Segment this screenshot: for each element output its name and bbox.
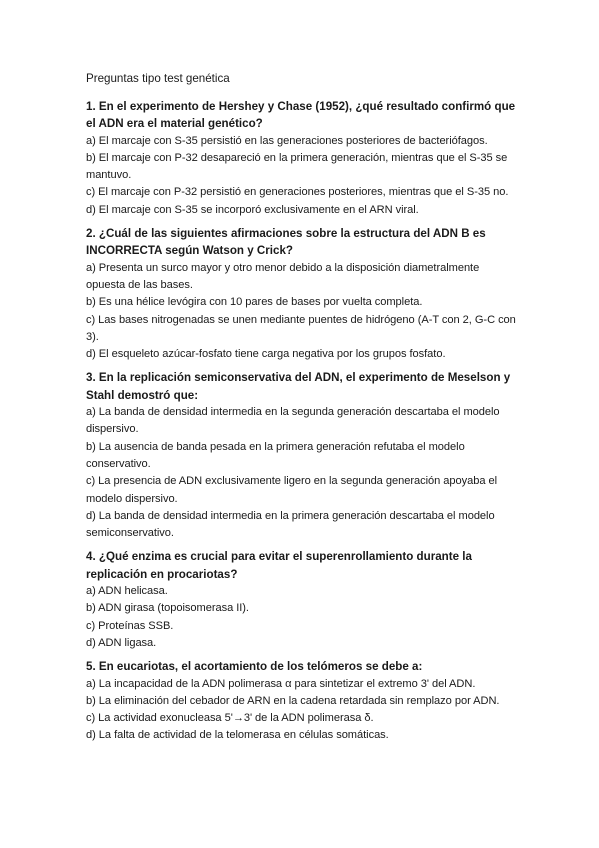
question-text: 1. En el experimento de Hershey y Chase (1952), ¿qué resultado confirmó que el ADN era el material genético?: [86, 100, 516, 131]
answer-option: b) La ausencia de banda pesada en la primera generación refutaba el modelo conservativo.: [86, 440, 465, 470]
answer-option: c) La presencia de ADN exclusivamente ligero en la segunda generación apoyaba el modelo dispersivo.: [86, 475, 498, 505]
question-5: [86, 658, 516, 744]
question-text: 4. ¿Qué enzima es crucial para evitar el superenrollamiento durante la replicación en procariotas?: [86, 550, 472, 581]
answer-option: a) ADN helicasa.: [86, 585, 168, 598]
answer-option: b) El marcaje con P-32 desapareció en la primera generación, mientras que el S-35 se mantuvo.: [86, 151, 508, 182]
question-text: 2. ¿Cuál de las siguientes afirmaciones sobre la estructura del ADN B es INCORRECTA según Watson y Crick?: [86, 227, 486, 258]
answer-option: c) El marcaje con P-32 persistió en generaciones posteriores, mientras que el S-35 no.: [86, 186, 509, 199]
answer-option: c) Proteínas SSB.: [86, 619, 174, 632]
answer-option: c) La actividad exonucleasa 5'→3' de la ADN polimerasa δ.: [86, 712, 374, 725]
question-1: [86, 98, 516, 219]
answer-option: a) La incapacidad de la ADN polimerasa α para sintetizar el extremo 3' del ADN.: [86, 677, 476, 690]
document-body: [86, 70, 516, 751]
question-3: [86, 369, 516, 542]
answer-option: d) El marcaje con S-35 se incorporó exclusivamente en el ARN viral.: [86, 203, 419, 216]
question-text: 3. En la replicación semiconservativa del ADN, el experimento de Meselson y Stahl demostró que:: [86, 371, 511, 402]
answer-option: d) La banda de densidad intermedia en la primera generación descartaba el modelo semiconservativo.: [86, 509, 495, 540]
answer-option: b) La eliminación del cebador de ARN en la cadena retardada sin remplazo por ADN.: [86, 694, 500, 707]
document-title: Preguntas tipo test genética: [86, 72, 230, 85]
question-2: [86, 225, 516, 363]
answer-option: b) ADN girasa (topoisomerasa II).: [86, 602, 249, 615]
answer-option: b) Es una hélice levógira con 10 pares de bases por vuelta completa.: [86, 296, 423, 309]
answer-option: d) El esqueleto azúcar-fosfato tiene carga negativa por los grupos fosfato.: [86, 348, 446, 361]
question-4: [86, 548, 516, 652]
answer-option: a) Presenta un surco mayor y otro menor debido a la disposición diametralmente opuesta de las bases.: [86, 261, 480, 291]
answer-option: a) La banda de densidad intermedia en la segunda generación descartaba el modelo dispersivo.: [86, 406, 500, 436]
question-text: 5. En eucariotas, el acortamiento de los telómeros se debe a:: [86, 660, 423, 674]
answer-option: d) La falta de actividad de la telomerasa en células somáticas.: [86, 729, 389, 742]
answer-option: a) El marcaje con S-35 persistió en las generaciones posteriores de bacteriófagos.: [86, 134, 488, 147]
answer-option: d) ADN ligasa.: [86, 636, 157, 649]
answer-option: c) Las bases nitrogenadas se unen mediante puentes de hidrógeno (A-T con 2, G-C con 3).: [86, 313, 516, 343]
